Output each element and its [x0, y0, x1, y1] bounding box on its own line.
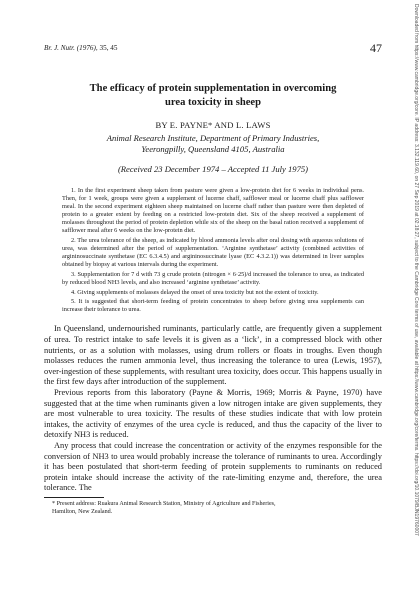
affiliation [44, 133, 382, 155]
received-dates: (Received 23 December 1974 – Accepted 11 July 1975) [117, 164, 309, 174]
article-title [44, 82, 382, 110]
journal-volume: 35, [99, 44, 109, 52]
affiliation-line: Yeerongpilly, Queensland 4105, Australia [141, 144, 285, 154]
body-paragraph: In Queensland, undernourished ruminants, particularly cattle, are frequently given a supplement of urea. To restrict intake to safe levels it is given as a ‘lick’, in a compressed block with other nutrients, or as a solution with molasses, using drum rollers or floats in troughs. Even though molasses reduces the rumen ammonia level, thus increasing the tolerance to urea (Lewis, 1957), over-ingestion of these supplements, with resultant urea toxicity, does occur. This happens usually in the first few days after introduction of the supplement. [44, 324, 382, 387]
journal-citation [44, 44, 117, 52]
footnote-line: Hamilton, New Zealand. [52, 508, 113, 515]
abstract-paragraph: 1. In the first experiment sheep taken from pasture were given a low-protein diet for 6 weeks in individual pens. Then, for 1 week, groups were given a supplement of lucerne chaff, safflower meal or lucerne chaff plus safflower meal. In the second experiment eighteen sheep maintained on lucerne chaff rather than pasture were then depleted of protein to a greater extent by feeding on a restricted low-protein diet. Six of the sheep received a supplement of molasses throughout the period of protein depletion while six of the sheep on the basal ration received a supplement of safflower meal after 6 weeks on the low-protein diet. [62, 187, 364, 235]
body-paragraph: Previous reports from this laboratory (Payne & Morris, 1969; Morris & Payne, 1970) have suggested that at the time when ruminants given a low nitrogen intake are given supplements, they are most vulnerable to urea toxicity. The results of these studies indicate that with low protein intakes, the activity of enzymes of the urea cycle is reduced, and thus the capacity of the liver to detoxify NH3 is reduced. [44, 387, 382, 440]
abstract-paragraph: 2. The urea tolerance of the sheep, as indicated by blood ammonia levels after oral dosing with aqueous solutions of urea, was determined after the period of supplementation. ‘Arginine synthetase’ activity (combined activities of argininosuccinate synthetase (EC 6.3.4.5) and argininosuccinate lyase (EC 4.3.2.1)) was determined in liver samples obtained by biopsy at various intervals during the experiment. [62, 237, 364, 269]
abstract-paragraph: 4. Giving supplements of molasses delayed the onset of urea toxicity but not the extent of toxicity. [71, 288, 319, 296]
footnote-rule [44, 497, 104, 498]
footnote [44, 501, 382, 516]
affiliation-line: Animal Research Institute, Department of Primary Industries, [106, 133, 320, 143]
authors: BY E. PAYNE* AND L. LAWS [155, 120, 271, 130]
title-line: urea toxicity in sheep [164, 97, 262, 108]
journal-first-page: 45 [110, 44, 118, 52]
footnote-line: * Present address: Ruakura Animal Research Station, Ministry of Agriculture and Fisheries, [52, 500, 276, 507]
journal-name: Br. J. Nutr. [44, 44, 75, 52]
download-notice: Downloaded from https://www.cambridge.org/core. IP address: 3.132.119.60, on 27 Sep 2019 at 02:18:27, subject to the Cambridge Core terms of use, available at https://www.cambridge.org/core/terms. https://doi.org/10.1079/BJN19760007 [413, 4, 419, 536]
article-page [44, 28, 382, 516]
abstract-paragraph: 3. Supplementation for 7 d with 73 g crude protein (nitrogen × 6·25)/d increased the tolerance to urea, as indicated by reduced blood NH3 levels, and also increased ‘arginine synthetase’ activity. [62, 270, 364, 287]
page-header [44, 28, 382, 55]
journal-year: (1976), [76, 44, 98, 52]
abstract-paragraph: 5. It is suggested that short-term feeding of protein concentrates to sheep before giving urea supplements can increase their tolerance to urea. [62, 298, 364, 314]
body-text [44, 324, 382, 494]
page-number: 47 [370, 41, 382, 55]
body-paragraph: Any process that could increase the concentration or activity of the enzymes responsible for the conversion of NH3 to urea would probably increase the tolerance of ruminants to urea. Accordingly it has been postulated that short-term feeding of protein supplements to ruminants on reduced protein intake should increase the activity of the rate-limiting enzyme and, therefore, the urea tolerance. The [44, 440, 382, 493]
abstract [62, 187, 364, 314]
title-line: The efficacy of protein supplementation in overcoming [89, 83, 337, 94]
